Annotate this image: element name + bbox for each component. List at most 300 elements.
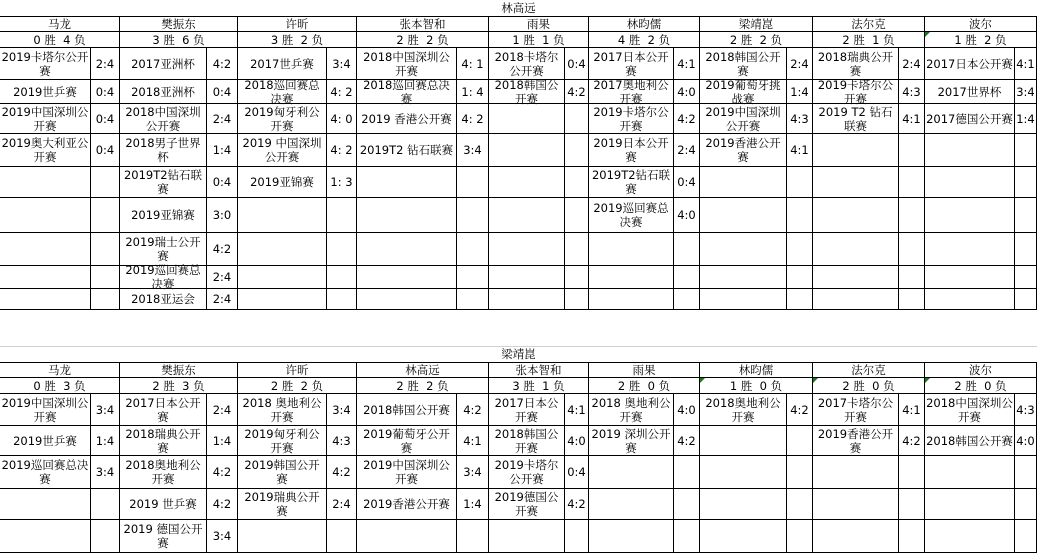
match-event-cell	[357, 104, 457, 134]
score-value: 3:4	[463, 465, 482, 479]
match-score-cell	[1015, 426, 1037, 456]
match-event-cell	[120, 104, 207, 134]
score-value: 4:0	[1016, 433, 1035, 448]
score-value: 4:1	[902, 111, 921, 126]
score-value: 4:2	[212, 465, 232, 479]
opponent-header: 张本智和	[489, 362, 589, 378]
match-score-cell	[565, 104, 589, 134]
match-event-cell	[925, 167, 1015, 198]
match-event-cell	[0, 80, 91, 104]
match-event-cell	[925, 289, 1015, 310]
match-event-cell	[0, 233, 91, 266]
match-event-cell	[120, 48, 207, 80]
match-score-cell	[674, 134, 700, 167]
event-name: 2019T2钻石联赛	[123, 168, 203, 196]
score-value: 4:2	[332, 465, 351, 479]
match-score-cell	[91, 489, 120, 520]
event-name: 2018韩国公开赛	[363, 402, 450, 417]
event-name: 2018韩国公开赛	[494, 77, 559, 106]
match-event-cell	[357, 134, 457, 167]
match-event-cell	[925, 104, 1015, 134]
match-event-cell	[0, 198, 91, 233]
event-name: 2019卡塔尔公开赛	[817, 77, 894, 106]
match-score-cell	[565, 80, 589, 104]
event-name: 2018 奥地利公开赛	[591, 395, 671, 424]
match-score-cell	[327, 456, 357, 489]
match-event-cell	[0, 289, 91, 310]
match-score-cell	[565, 48, 589, 80]
match-event-cell	[489, 394, 565, 426]
event-name: 2019卡塔尔公开赛	[593, 104, 669, 133]
match-event-cell	[813, 520, 899, 553]
match-event-cell	[357, 520, 457, 553]
match-event-cell	[925, 394, 1015, 426]
event-name: 2019韩国公开赛	[244, 458, 320, 486]
event-name: 2018亚洲杯	[131, 84, 195, 99]
opponent-header: 许昕	[238, 362, 357, 378]
match-event-cell	[489, 289, 565, 310]
event-name: 2019香港公开赛	[705, 136, 781, 164]
match-event-cell	[357, 426, 457, 456]
match-event-cell	[925, 426, 1015, 456]
score-value: 4:2	[567, 84, 586, 99]
match-score-cell	[787, 198, 813, 233]
event-name: 2019中国深圳公开赛	[1, 104, 89, 133]
match-event-cell	[238, 266, 327, 289]
match-score-cell	[899, 104, 925, 134]
score-value: 4:2	[567, 497, 586, 511]
match-score-cell	[457, 80, 489, 104]
event-name: 2019巡回赛总决赛	[125, 263, 201, 291]
match-event-cell	[925, 48, 1015, 80]
score-value: 0:4	[95, 84, 115, 99]
event-name: 2019瑞典公开赛	[244, 490, 320, 518]
match-event-cell	[357, 77, 457, 106]
match-score-cell	[899, 456, 925, 489]
event-name: 2019中国深圳公开赛	[705, 104, 781, 133]
match-event-cell	[589, 426, 674, 456]
match-score-cell	[674, 289, 700, 310]
match-score-cell	[899, 198, 925, 233]
score-value: 3:4	[212, 529, 232, 543]
match-score-cell	[899, 489, 925, 520]
match-event-cell	[238, 456, 327, 489]
match-score-cell	[457, 266, 489, 289]
match-event-cell	[925, 134, 1015, 167]
match-score-cell	[565, 167, 589, 198]
score-value: 4:2	[902, 433, 921, 448]
match-event-cell	[120, 289, 207, 310]
score-value: 1: 3	[330, 175, 353, 189]
match-event-cell	[700, 489, 787, 520]
score-value: 2:4	[212, 292, 232, 306]
event-name: 2018巡回赛总决赛	[363, 77, 450, 106]
score-value: 2:4	[677, 143, 696, 157]
match-event-cell	[813, 394, 899, 426]
event-name: 2019匈牙利公开赛	[244, 104, 320, 133]
match-event-cell	[357, 394, 457, 426]
match-score-cell	[327, 489, 357, 520]
opponent-header: 樊振东	[120, 362, 238, 378]
match-event-cell	[700, 456, 787, 489]
match-event-cell	[238, 233, 327, 266]
score-value: 3:4	[332, 56, 351, 71]
win-loss-record: 2 胜 2 负	[700, 32, 813, 48]
match-score-cell	[457, 426, 489, 456]
match-score-cell	[457, 289, 489, 310]
match-event-cell	[925, 489, 1015, 520]
match-event-cell	[238, 426, 327, 456]
match-score-cell	[674, 489, 700, 520]
score-value: 2:4	[902, 56, 921, 71]
event-name: 2018中国深圳公开赛	[125, 104, 201, 133]
score-value: 2:4	[95, 56, 115, 71]
match-event-cell	[925, 198, 1015, 233]
match-event-cell	[700, 198, 787, 233]
event-name: 2019卡塔尔公开赛	[494, 458, 559, 486]
match-score-cell	[91, 289, 120, 310]
score-value: 4: 0	[330, 111, 353, 126]
score-value: 3:4	[463, 143, 482, 157]
event-name: 2017日本公开赛	[494, 395, 559, 424]
match-score-cell	[899, 394, 925, 426]
event-name: 2019葡萄牙挑战赛	[705, 77, 781, 106]
match-score-cell	[457, 167, 489, 198]
win-loss-record: 2 胜 0 负	[589, 378, 700, 394]
opponent-header: 梁靖崑	[700, 16, 813, 32]
opponent-header: 林高远	[357, 362, 489, 378]
match-score-cell	[674, 520, 700, 553]
event-name: 2017世乒赛	[250, 56, 314, 71]
match-score-cell	[457, 520, 489, 553]
match-score-cell	[327, 48, 357, 80]
match-score-cell	[1015, 104, 1037, 134]
event-name: 2018 奥地利公开赛	[242, 395, 322, 424]
match-score-cell	[899, 233, 925, 266]
match-score-cell	[787, 104, 813, 134]
match-event-cell	[120, 198, 207, 233]
match-score-cell	[91, 266, 120, 289]
match-event-cell	[120, 134, 207, 167]
match-event-cell	[0, 520, 91, 553]
event-name: 2019中国深圳公开赛	[1, 395, 89, 424]
score-value: 4:2	[677, 111, 696, 126]
score-value: 2:4	[212, 111, 232, 126]
match-event-cell	[0, 426, 91, 456]
score-value: 1:4	[1016, 111, 1035, 126]
win-loss-record: 3 胜 1 负	[489, 378, 589, 394]
win-loss-record: 2 胜 2 负	[357, 378, 489, 394]
score-value: 1:4	[790, 84, 809, 99]
score-value: 4:1	[790, 143, 809, 157]
match-score-cell	[207, 104, 238, 134]
score-value: 4:3	[1016, 402, 1035, 417]
match-event-cell	[489, 233, 565, 266]
match-event-cell	[120, 456, 207, 489]
event-name: 2019瑞士公开赛	[125, 235, 201, 263]
event-name: 2019巡回赛总决赛	[1, 458, 89, 486]
event-name: 2019亚锦赛	[250, 175, 314, 189]
match-score-cell	[91, 520, 120, 553]
match-score-cell	[457, 104, 489, 134]
match-event-cell	[489, 167, 565, 198]
match-score-cell	[899, 80, 925, 104]
match-event-cell	[589, 233, 674, 266]
match-score-cell	[207, 289, 238, 310]
match-event-cell	[489, 266, 565, 289]
event-name: 2018卡塔尔公开赛	[494, 49, 559, 78]
score-value: 4:0	[677, 84, 696, 99]
match-score-cell	[327, 394, 357, 426]
score-value: 3:4	[95, 465, 115, 479]
match-event-cell	[357, 48, 457, 80]
score-value: 4:3	[332, 433, 351, 448]
score-value: 4: 2	[330, 84, 353, 99]
match-score-cell	[327, 80, 357, 104]
score-value: 4:3	[902, 84, 921, 99]
score-value: 2:4	[332, 497, 351, 511]
match-event-cell	[120, 233, 207, 266]
match-event-cell	[700, 394, 787, 426]
score-value: 3:4	[1016, 84, 1035, 99]
match-event-cell	[238, 489, 327, 520]
match-score-cell	[207, 456, 238, 489]
match-event-cell	[238, 104, 327, 134]
score-value: 0:4	[95, 143, 115, 157]
opponent-header: 樊振东	[120, 16, 238, 32]
match-event-cell	[357, 289, 457, 310]
match-event-cell	[0, 104, 91, 134]
match-event-cell	[357, 489, 457, 520]
win-loss-record: 4 胜 2 负	[589, 32, 700, 48]
win-loss-record: 2 胜 3 负	[120, 378, 238, 394]
match-score-cell	[565, 426, 589, 456]
match-score-cell	[899, 48, 925, 80]
match-score-cell	[899, 426, 925, 456]
event-name: 2019香港公开赛	[363, 497, 450, 511]
match-event-cell	[589, 77, 674, 106]
score-value: 0:4	[567, 56, 586, 71]
event-name: 2017日本公开赛	[125, 395, 201, 424]
event-name: 2019T2 钻石联赛	[359, 143, 454, 157]
match-score-cell	[1015, 48, 1037, 80]
match-event-cell	[813, 456, 899, 489]
event-name: 2019 T2 钻石联赛	[818, 104, 893, 133]
score-value: 4:2	[463, 402, 482, 417]
match-score-cell	[457, 233, 489, 266]
match-event-cell	[589, 289, 674, 310]
match-event-cell	[700, 426, 787, 456]
score-value: 4:3	[790, 111, 809, 126]
match-event-cell	[489, 48, 565, 80]
match-event-cell	[357, 266, 457, 289]
match-score-cell	[207, 198, 238, 233]
match-score-cell	[207, 426, 238, 456]
match-score-cell	[787, 233, 813, 266]
event-name: 2019世乒赛	[13, 84, 77, 99]
match-score-cell	[91, 233, 120, 266]
event-name: 2018中国深圳公开赛	[363, 49, 450, 78]
match-score-cell	[1015, 198, 1037, 233]
match-score-cell	[787, 167, 813, 198]
win-loss-record: 2 胜 0 负	[925, 378, 1037, 394]
match-event-cell	[925, 456, 1015, 489]
score-value: 4:2	[212, 497, 232, 511]
score-value: 4:0	[567, 433, 586, 448]
opponent-header: 林昀儒	[700, 362, 813, 378]
opponent-header: 马龙	[0, 16, 120, 32]
score-value: 0:4	[212, 175, 232, 189]
match-event-cell	[589, 167, 674, 198]
match-score-cell	[1015, 394, 1037, 426]
match-score-cell	[674, 104, 700, 134]
match-event-cell	[120, 489, 207, 520]
event-name: 2019德国公开赛	[494, 490, 559, 518]
opponent-header: 法尔克	[813, 16, 925, 32]
match-event-cell	[489, 489, 565, 520]
match-score-cell	[91, 80, 120, 104]
event-name: 2017奥地利公开赛	[593, 77, 669, 106]
win-loss-record: 3 胜 6 负	[120, 32, 238, 48]
match-score-cell	[1015, 80, 1037, 104]
match-event-cell	[925, 80, 1015, 104]
match-score-cell	[674, 233, 700, 266]
match-event-cell	[700, 289, 787, 310]
match-score-cell	[674, 394, 700, 426]
match-score-cell	[207, 266, 238, 289]
match-event-cell	[238, 134, 327, 167]
match-event-cell	[238, 77, 327, 106]
match-event-cell	[120, 394, 207, 426]
match-event-cell	[925, 233, 1015, 266]
event-name: 2019香港公开赛	[817, 426, 894, 455]
match-score-cell	[207, 48, 238, 80]
event-name: 2018韩国公开赛	[494, 426, 559, 455]
opponent-header: 许昕	[238, 16, 357, 32]
match-score-cell	[565, 489, 589, 520]
win-loss-record: 0 胜 4 负	[0, 32, 120, 48]
cell-comment-indicator	[813, 378, 818, 383]
match-event-cell	[589, 104, 674, 134]
match-score-cell	[1015, 266, 1037, 289]
win-loss-record: 1 胜 2 负	[925, 32, 1037, 48]
match-score-cell	[327, 520, 357, 553]
match-score-cell	[327, 167, 357, 198]
win-loss-record: 1 胜 1 负	[489, 32, 589, 48]
match-event-cell	[700, 167, 787, 198]
event-name: 2018韩国公开赛	[705, 49, 781, 78]
match-event-cell	[489, 426, 565, 456]
match-score-cell	[787, 289, 813, 310]
match-event-cell	[589, 198, 674, 233]
opponent-header: 林昀儒	[589, 16, 700, 32]
event-name: 2019 中国深圳公开赛	[242, 136, 322, 164]
match-event-cell	[238, 394, 327, 426]
match-score-cell	[327, 266, 357, 289]
match-event-cell	[120, 426, 207, 456]
match-score-cell	[207, 233, 238, 266]
win-loss-record: 2 胜 0 负	[813, 378, 925, 394]
score-value: 0:4	[95, 111, 115, 126]
match-score-cell	[457, 489, 489, 520]
event-name: 2019 深圳公开赛	[591, 426, 671, 455]
win-loss-record: 1 胜 0 负	[700, 378, 813, 394]
score-value: 4:1	[1016, 56, 1035, 71]
match-event-cell	[700, 48, 787, 80]
event-name: 2018男子世界杯	[125, 136, 201, 164]
event-name: 2019巡回赛总决赛	[593, 201, 669, 229]
match-event-cell	[489, 456, 565, 489]
match-score-cell	[674, 426, 700, 456]
match-score-cell	[91, 167, 120, 198]
match-score-cell	[1015, 289, 1037, 310]
event-name: 2019 香港公开赛	[361, 111, 452, 126]
score-value: 1:4	[212, 143, 232, 157]
win-loss-record: 2 胜 1 负	[813, 32, 925, 48]
event-name: 2018韩国公开赛	[926, 433, 1013, 448]
match-score-cell	[457, 456, 489, 489]
match-event-cell	[813, 134, 899, 167]
match-event-cell	[489, 77, 565, 106]
event-name: 2018亚运会	[131, 292, 195, 306]
match-event-cell	[489, 520, 565, 553]
score-value: 0:4	[677, 175, 696, 189]
match-event-cell	[0, 394, 91, 426]
score-value: 1:4	[95, 433, 115, 448]
opponent-header: 雨果	[589, 362, 700, 378]
event-name: 2017亚洲杯	[131, 56, 195, 71]
match-score-cell	[327, 198, 357, 233]
event-name: 2017日本公开赛	[593, 49, 669, 78]
event-name: 2019亚锦赛	[131, 208, 195, 222]
score-value: 2:4	[212, 270, 232, 284]
score-value: 3:0	[212, 208, 232, 222]
match-event-cell	[589, 456, 674, 489]
match-score-cell	[327, 104, 357, 134]
match-score-cell	[787, 48, 813, 80]
event-name: 2018瑞典公开赛	[817, 49, 894, 78]
opponent-header: 雨果	[489, 16, 589, 32]
match-score-cell	[91, 426, 120, 456]
opponent-header: 张本智和	[357, 16, 489, 32]
match-event-cell	[238, 520, 327, 553]
match-event-cell	[0, 167, 91, 198]
event-name: 2019中国深圳公开赛	[363, 458, 450, 486]
match-score-cell	[565, 394, 589, 426]
match-event-cell	[813, 233, 899, 266]
match-event-cell	[813, 489, 899, 520]
match-event-cell	[700, 266, 787, 289]
match-event-cell	[238, 198, 327, 233]
event-name: 2019奥大利亚公开赛	[1, 136, 89, 164]
event-name: 2017卡塔尔公开赛	[817, 395, 894, 424]
match-event-cell	[700, 104, 787, 134]
match-event-cell	[700, 520, 787, 553]
event-name: 2019世乒赛	[13, 433, 77, 448]
score-value: 4:1	[567, 402, 586, 417]
match-event-cell	[589, 520, 674, 553]
match-event-cell	[925, 520, 1015, 553]
match-score-cell	[565, 198, 589, 233]
match-event-cell	[238, 48, 327, 80]
match-event-cell	[0, 48, 91, 80]
match-event-cell	[238, 167, 327, 198]
match-score-cell	[207, 80, 238, 104]
score-value: 1:4	[212, 433, 232, 448]
opponent-header: 法尔克	[813, 362, 925, 378]
score-value: 4:2	[677, 433, 696, 448]
match-score-cell	[91, 48, 120, 80]
